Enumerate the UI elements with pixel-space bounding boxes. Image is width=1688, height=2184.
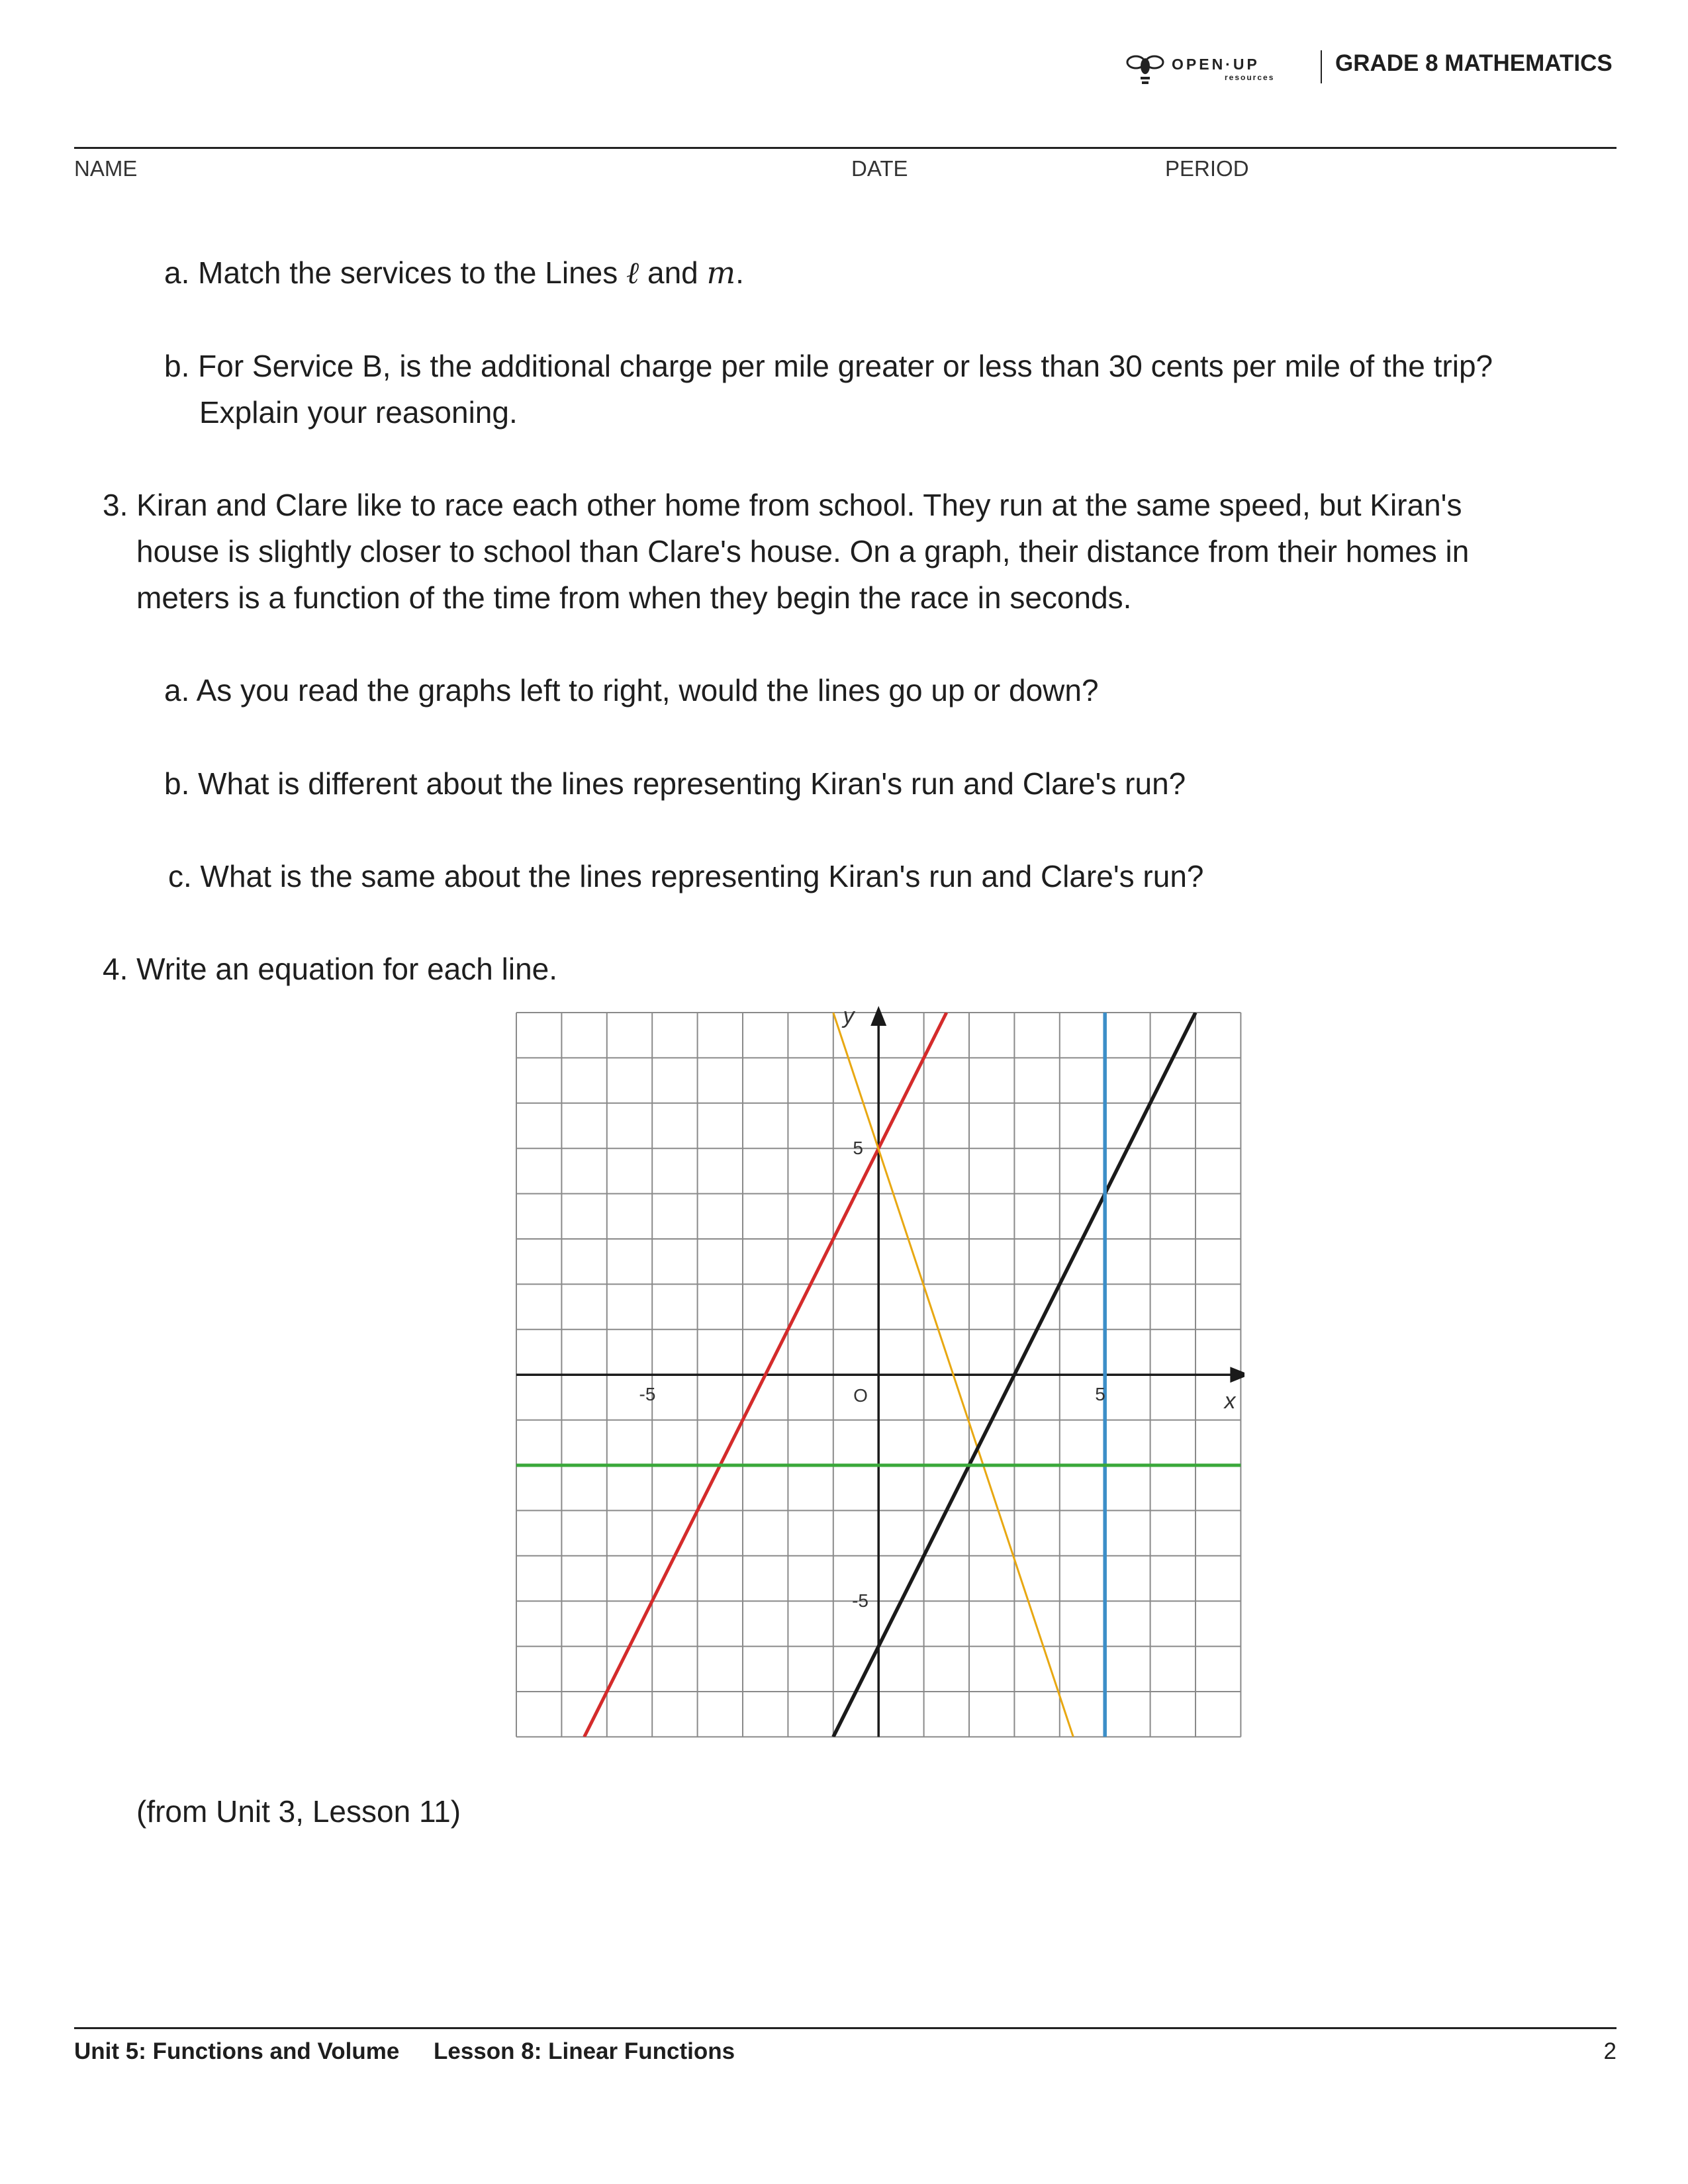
coordinate-graph: [503, 999, 1244, 1747]
y-tick-label-5: 5: [853, 1138, 863, 1158]
footer-unit: Unit 5: Functions and Volume: [74, 2038, 400, 2064]
problem-3b: b. What is different about the lines representing Kiran's run and Clare's run?: [164, 766, 1186, 801]
header-divider: [1321, 50, 1322, 83]
period-label: PERIOD: [1165, 156, 1249, 181]
problem-4-prompt: 4. Write an equation for each line.: [103, 952, 558, 986]
source-reference: (from Unit 3, Lesson 11): [136, 1794, 461, 1829]
footer-lesson: Lesson 8: Linear Functions: [434, 2038, 735, 2064]
line-l-symbol: ℓ: [626, 255, 639, 291]
problem-2a-text: a. Match the services to the Lines: [164, 255, 627, 290]
y-tick-label-neg5: -5: [852, 1590, 868, 1611]
y-axis-label: y: [843, 1003, 855, 1028]
problem-3c: c. What is the same about the lines representing Kiran's run and Clare's run?: [168, 859, 1204, 893]
x-axis-arrow: [1230, 1367, 1244, 1383]
problem-3-line1: 3. Kiran and Clare like to race each other home from school. They run at the same speed, but Kiran's: [103, 488, 1462, 522]
bee-icon: [1125, 46, 1165, 89]
problem-3-line3: meters is a function of the time from when they begin the race in seconds.: [136, 580, 1132, 615]
logo-subtext: resources: [1225, 73, 1275, 82]
y-axis-arrow: [870, 1006, 886, 1026]
footer-rule: [74, 2027, 1617, 2029]
problem-3-line2: house is slightly closer to school than Clare's house. On a graph, their distance from their homes in: [136, 534, 1470, 569]
problem-2b-line2: Explain your reasoning.: [199, 395, 518, 430]
logo-wordmark: OPEN·UP: [1172, 56, 1260, 73]
x-axis-label: x: [1224, 1388, 1236, 1414]
x-tick-label-neg5: -5: [639, 1384, 656, 1404]
name-label: NAME: [74, 156, 138, 181]
axes: [516, 1006, 1244, 1737]
date-label: DATE: [851, 156, 908, 181]
page-number: 2: [1603, 2038, 1617, 2064]
problem-2b-line1: b. For Service B, is the additional charge per mile greater or less than 30 cents per mile of the trip?: [164, 349, 1493, 383]
grade-title: GRADE 8 MATHEMATICS: [1335, 50, 1613, 76]
problem-2a: [164, 250, 744, 296]
period-mark: .: [735, 255, 744, 290]
line-m-symbol: m: [706, 255, 736, 291]
open-up-resources-logo: [1125, 46, 1317, 89]
origin-label: O: [853, 1385, 868, 1406]
tick-labels: [639, 1003, 1237, 1611]
header-rule: [74, 147, 1617, 149]
x-tick-label-5: 5: [1095, 1384, 1105, 1404]
and-word: and: [639, 255, 707, 290]
problem-3a: a. As you read the graphs left to right, would the lines go up or down?: [164, 673, 1099, 707]
